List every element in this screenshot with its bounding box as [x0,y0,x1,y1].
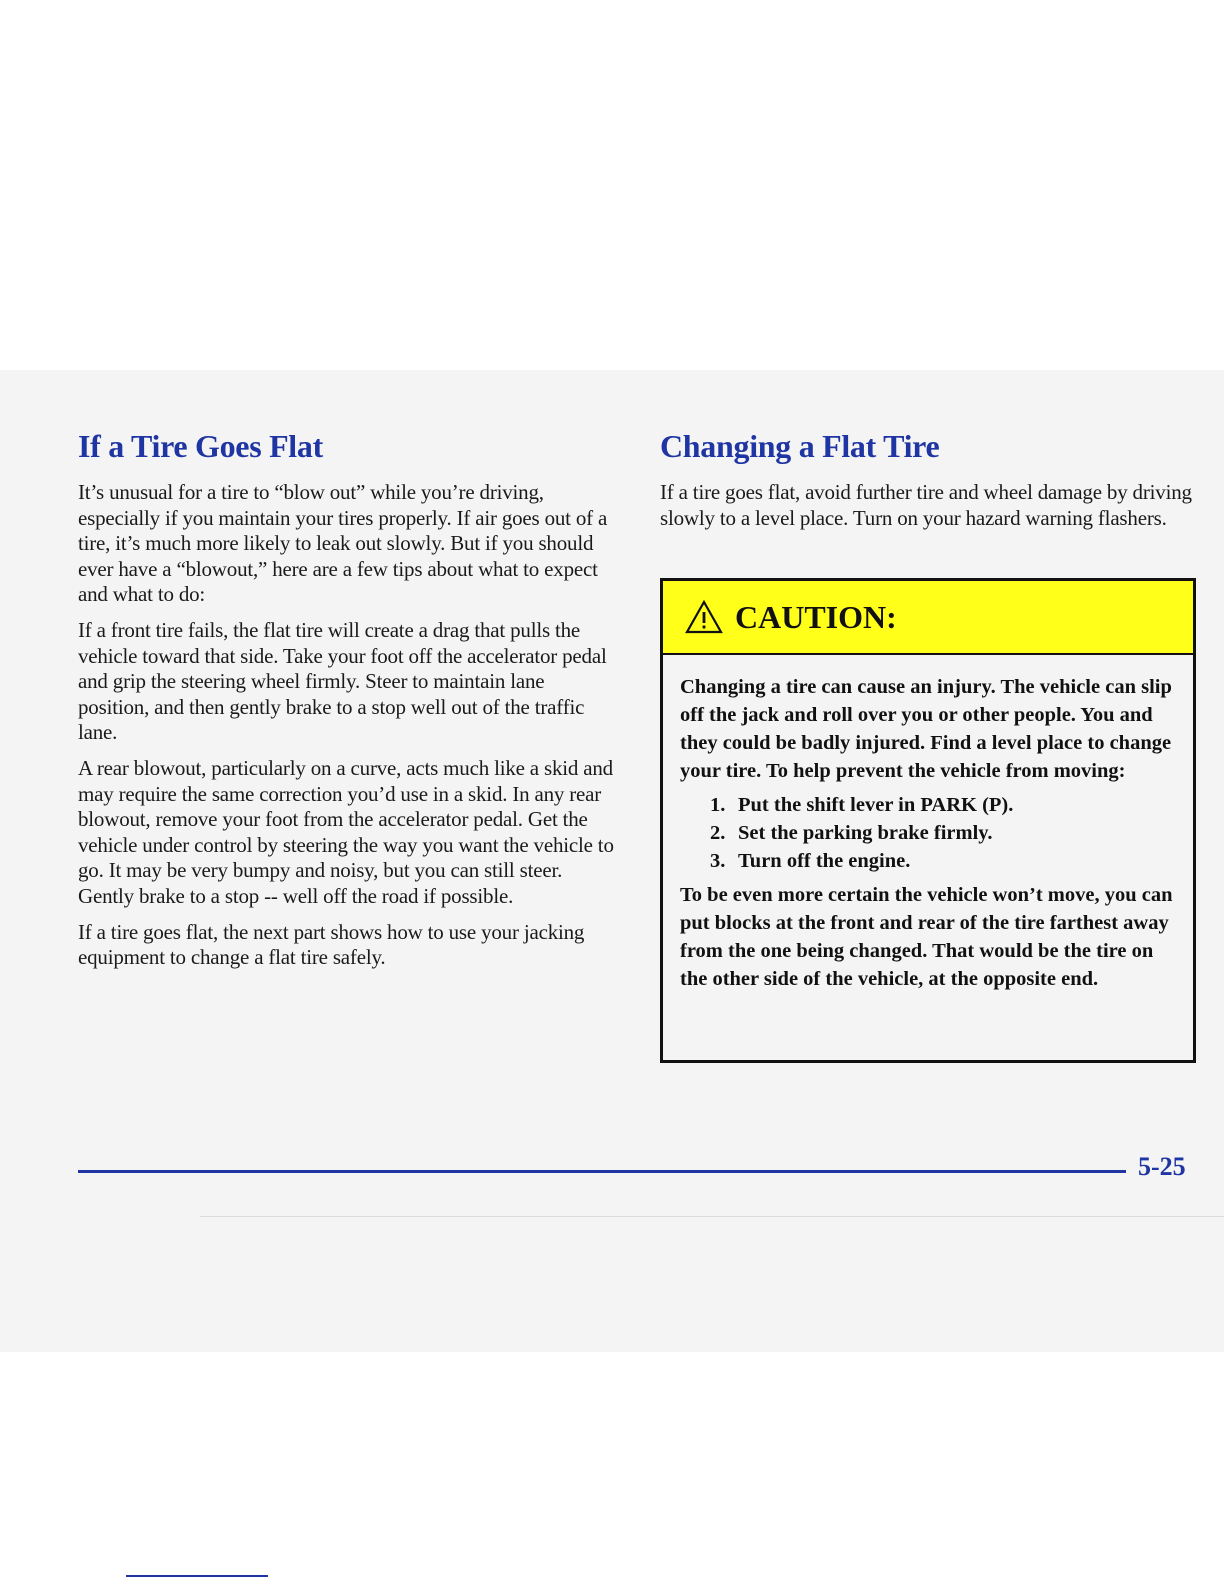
right-column [660,428,1200,531]
page-number: 5-25 [1138,1152,1186,1181]
paragraph-next-part: If a tire goes flat, the next part shows how to use your jacking equipment to change a flat tire safely. [78,919,585,970]
caution-box [660,578,1196,1063]
warning-triangle-icon [685,600,723,634]
section-title-tire-goes-flat: If a Tire Goes Flat [78,428,323,464]
paragraph-changing-intro: If a tire goes flat, avoid further tire and wheel damage by driving slowly to a level place. Turn on your hazard warning flashers. [660,480,1192,530]
scan-line [200,1216,1224,1217]
footer-rule [78,1170,1126,1173]
paragraph-blowout-intro: It’s unusual for a tire to “blow out” while you’re driving, especially if you maintain your tires properly. If air goes out of a tire, it’s much more likely to leak out slowly. But if you should ever have a “blowout,” here are a few tips about what to expect and what to do: [78,480,608,607]
caution-header [663,581,1193,655]
caution-step: 3. Turn off the engine. [710,850,911,872]
section-title-changing-flat-tire: Changing a Flat Tire [660,428,940,464]
paragraph-front-tire: If a front tire fails, the flat tire will create a drag that pulls the vehicle toward that side. Take your foot off the accelerator pedal and grip the steering wheel firmly. Steer to maintain lane position, and then gently brake to a stop well out of the traffic lane. [78,617,607,745]
caution-label: CAUTION: [735,598,897,635]
caution-step: 1. Put the shift lever in PARK (P). [710,794,1014,816]
caution-closing: To be even more certain the vehicle won’t move, you can put blocks at the front and rear of the tire farthest away from the one being changed. That would be the tire on the other side of the vehicle, at the opposite end. [680,884,1173,990]
bottom-mark [126,1575,268,1577]
caution-body [663,655,1193,993]
paragraph-rear-blowout: A rear blowout, particularly on a curve, acts much like a skid and may require the same correction you’d use in a skid. In any rear blowout, remove your foot from the accelerator pedal. Get the vehicle under control by steering the way you want the vehicle to go. It may be very bumpy and noisy, but you can still steer. Gently brake to a stop -- well off the road if possible. [78,755,614,908]
caution-intro: Changing a tire can cause an injury. The vehicle can slip off the jack and roll over you or other people. You and they could be badly injured. Find a level place to change your tire. To help prevent the vehicle from moving: [680,676,1172,782]
caution-step: 2. Set the parking brake firmly. [710,822,993,844]
left-column [78,428,618,981]
caution-steps [710,791,1177,875]
